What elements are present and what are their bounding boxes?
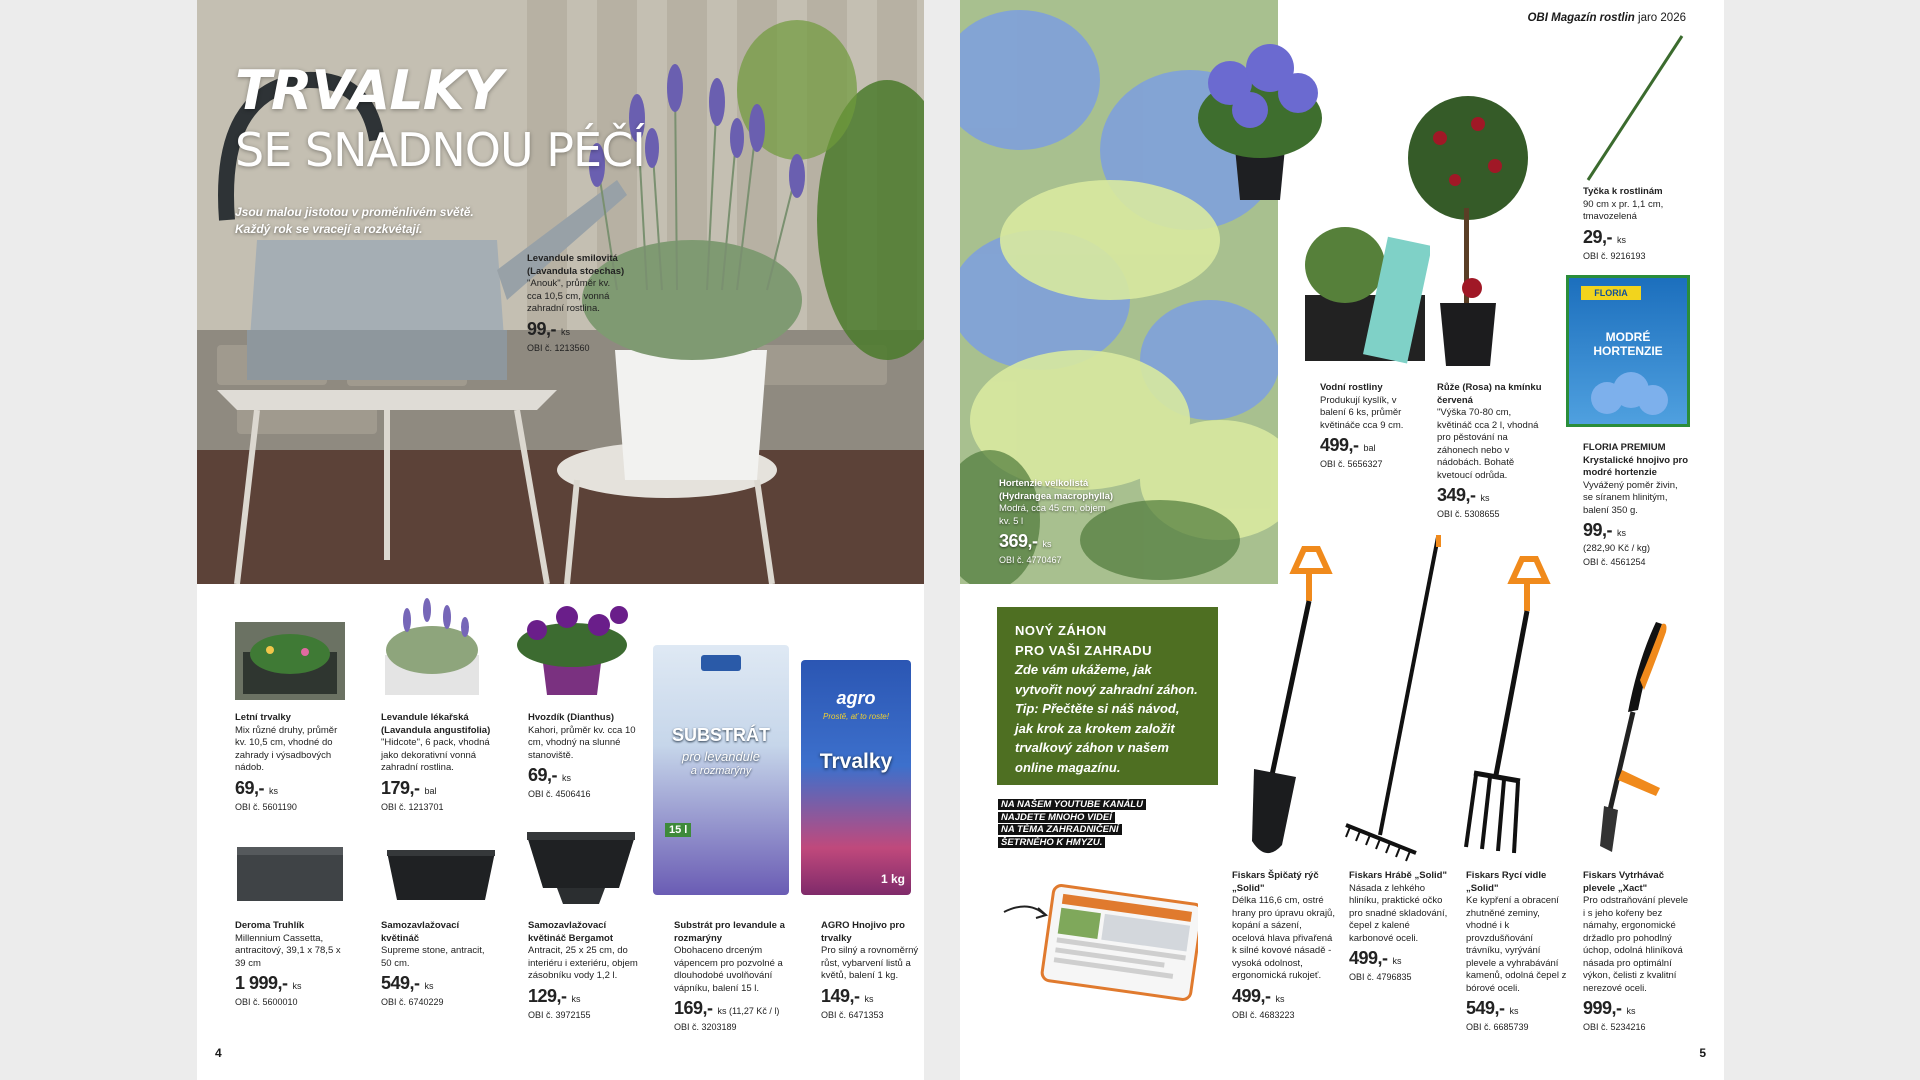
magazine-masthead: OBI Magazín rostlin jaro 2026: [1527, 12, 1686, 24]
hero-photo-lavender: [197, 0, 924, 584]
product-desc: Pro odstraňování plevele i s jeho kořeny bez námahy, ergonomické držadlo pro pohodlný úchop, odolná hliníková násada pro optimální výkon, čelisti z kvalitní nerezové oceli.: [1583, 895, 1689, 994]
product-deroma-planter: [235, 920, 345, 1009]
substrate-bag-title: SUBSTRÁT: [672, 725, 770, 745]
product-code: OBI č. 4506416: [528, 789, 591, 799]
product-code: OBI č. 3972155: [528, 1009, 591, 1020]
product-agro-fertilizer: [821, 920, 921, 1021]
hero-lead: [235, 204, 495, 238]
hero-product-lavender: [527, 253, 627, 354]
fiskars-rake-image: [1340, 535, 1460, 870]
substrate-bag-volume: 15 l: [665, 823, 691, 837]
product-desc: Délka 116,6 cm, ostré hrany pro úpravu okrajů, kopání a sázení, ocelová hlava přivařená k silné kovové násadě - vysoká odolnost, ergonomická rukojeť.: [1232, 895, 1335, 981]
summer-perennials-image: [235, 622, 345, 700]
agro-main-label: Trvalky: [819, 750, 893, 773]
product-price: 99,- ks: [1583, 520, 1627, 540]
product-price: 69,- ks: [528, 765, 572, 785]
product-desc: "Anouk", průměr kv. cca 10,5 cm, vonná zahradní rostlina.: [527, 278, 611, 314]
promo-heading-2: PRO VAŠI ZAHRADU: [1015, 642, 1153, 658]
product-name: Fiskars Špičatý rýč „Solid": [1232, 870, 1319, 894]
product-floria-fertilizer: [1583, 442, 1689, 568]
product-lavender-angustifolia: [381, 712, 493, 813]
product-code: OBI č. 6685739: [1466, 1022, 1529, 1032]
product-desc: Modrá, cca 45 cm, objem kv. 5 l: [999, 503, 1106, 527]
product-price: 349,- ks: [1437, 485, 1490, 505]
youtube-note-line: NAJDETE MNOHO VIDEÍ: [998, 812, 1115, 823]
product-price: 169,- ks (11,27 Kč / l): [674, 998, 780, 1018]
product-name: Hortenzie velkolistá (Hydrangea macrophylla): [999, 478, 1114, 502]
dianthus-image: [507, 595, 642, 700]
product-standard-rose: [1437, 382, 1543, 521]
product-name: Hvozdík (Dianthus): [528, 712, 615, 723]
product-name: Levandule smilovitá (Lavandula stoechas): [527, 253, 625, 277]
product-price: 29,- ks: [1583, 226, 1627, 247]
fiskars-spade-image: [1232, 545, 1352, 855]
product-desc: "Hidcote", 6 pack, vhodná jako dekorativní vonná zahradní rostlina.: [381, 737, 490, 773]
product-code: OBI č. 1213560: [527, 342, 590, 353]
page-number-left: 4: [215, 1046, 222, 1060]
product-name: Vodní rostliny: [1320, 382, 1383, 393]
hero-lead-line2: Každý rok se vracejí a rozkvétají.: [235, 222, 423, 236]
floria-line1: MODRÉ: [1605, 330, 1651, 344]
product-name: Fiskars Hrábě „Solid": [1349, 870, 1447, 881]
deroma-planter-image: [235, 843, 345, 905]
product-name: Substrát pro levandule a rozmarýny: [674, 920, 785, 944]
product-self-watering-pot: [381, 920, 493, 1009]
floria-line2: HORTENZIE: [1593, 344, 1663, 358]
product-price: 129,- ks: [528, 985, 581, 1006]
product-code: OBI č. 4683223: [1232, 1009, 1295, 1020]
product-hydrangea: [999, 478, 1119, 567]
agro-tagline: Prostě, ať to roste!: [823, 712, 889, 721]
self-watering-pot-image: [387, 848, 495, 903]
product-desc: Vyvážený poměr živin, se síranem hlinitým, balení 350 g.: [1583, 479, 1678, 516]
promo-body: Zde vám ukážeme, jak vytvořit nový zahradní záhon. Tip: Přečtěte si náš návod, jak krok za krokem založit trvalkový záhon v našem online magazínu.: [1015, 662, 1198, 775]
substrate-bag-line3: a rozmarýny: [690, 765, 752, 777]
floria-hydrangea-icon: [1587, 368, 1671, 422]
product-desc: Násada z lehkého hliníku, praktické očko pro snadné skladování, čepel z kalené karbonové oceli.: [1349, 882, 1448, 944]
page-number-right: 5: [1699, 1046, 1706, 1060]
product-name: Fiskars Vytrhávač plevele „Xact": [1583, 870, 1664, 894]
product-name: Levandule lékařská (Lavandula angustifolia): [381, 712, 491, 736]
tablet-magazine-image[interactable]: [998, 880, 1198, 1015]
agro-weight: 1 kg: [880, 872, 905, 886]
floria-brand: FLORIA: [1581, 286, 1641, 300]
product-price: 999,- ks: [1583, 998, 1636, 1018]
product-desc: Kahori, průměr kv. cca 10 cm, vhodný na slunné stanoviště.: [528, 724, 636, 761]
youtube-note-line: NA NAŠEM YOUTUBE KANÁLU: [998, 799, 1146, 810]
product-price: 99,- ks: [527, 318, 571, 339]
hero-title: TRVALKY: [235, 59, 502, 122]
product-price: 499,- ks: [1232, 985, 1285, 1006]
youtube-note: [998, 799, 1168, 849]
product-fiskars-rake: [1349, 870, 1453, 984]
product-name: Tyčka k rostlinám: [1583, 186, 1663, 197]
product-code: OBI č. 5234216: [1583, 1022, 1646, 1032]
product-substrate: [674, 920, 792, 1034]
product-code: OBI č. 5601190: [235, 801, 297, 812]
product-desc: 90 cm x pr. 1,1 cm, tmavozelená: [1583, 198, 1664, 222]
agro-logo: agro: [836, 688, 876, 708]
product-desc: Millennium Cassetta, antracitový, 39,1 x 78,5 x 39 cm: [235, 932, 341, 969]
product-code: OBI č. 9216193: [1583, 250, 1646, 261]
product-desc: Obohaceno drceným vápencem pro pozvolné a dlouhodobé uvolňování vápníku, balení 15 l.: [674, 945, 783, 994]
bergamot-pot-image: [527, 828, 635, 906]
floria-fertilizer-box: [1566, 275, 1690, 427]
youtube-note-line: NA TÉMA ZAHRADNIČENÍ: [998, 824, 1122, 835]
product-price: 179,- bal: [381, 777, 437, 798]
product-code: OBI č. 1213701: [381, 801, 444, 812]
product-price: 499,- ks: [1349, 948, 1402, 968]
product-fiskars-weeder: [1583, 870, 1689, 1034]
bag-dots-icon: [701, 655, 741, 671]
substrate-bag: [653, 645, 789, 895]
product-dianthus: [528, 712, 638, 801]
product-price: 549,- ks: [1466, 998, 1519, 1018]
product-desc: Supreme stone, antracit, 50 cm.: [381, 945, 485, 969]
product-desc: Pro silný a rovnoměrný růst, vybarvení listů a květů, balení 1 kg.: [821, 945, 919, 981]
product-summer-perennials: [235, 712, 345, 813]
product-desc: Mix různé druhy, průměr kv. 10,5 cm, vhodné do zahrady i výsadbových nádob.: [235, 724, 338, 773]
product-price: 1 999,- ks: [235, 973, 302, 993]
product-name: Samozavlažovací květináč Bergamot: [528, 920, 614, 944]
product-water-plants: [1320, 382, 1424, 471]
potted-hydrangea-image: [1190, 38, 1330, 203]
product-price: 69,- ks: [235, 777, 279, 798]
lavender-6pack-image: [377, 595, 487, 700]
fiskars-weeder-image: [1578, 620, 1688, 855]
product-plant-stake: [1583, 186, 1683, 262]
product-fiskars-fork: [1466, 870, 1570, 1034]
product-price: 549,- ks: [381, 973, 434, 993]
standard-rose-image: [1400, 88, 1535, 368]
new-bed-promo-box: [997, 607, 1218, 785]
product-desc: Produkují kyslík, v balení 6 ks, průměr květináče cca 9 cm.: [1320, 394, 1404, 431]
substrate-bag-line2: pro levandule: [681, 749, 761, 764]
product-code: OBI č. 5656327: [1320, 459, 1383, 469]
product-bergamot-pot: [528, 920, 640, 1021]
product-price: 499,- bal: [1320, 435, 1376, 455]
product-name: AGRO Hnojivo pro trvalky: [821, 920, 905, 944]
hero-subtitle: SE SNADNOU PÉČÍ: [235, 123, 645, 177]
product-name: FLORIA PREMIUM Krystalické hnojivo pro modré hortenzie: [1583, 442, 1689, 478]
left-page: [197, 0, 924, 1080]
promo-heading-1: NOVÝ ZÁHON: [1015, 623, 1107, 638]
product-code: OBI č. 3203189: [674, 1022, 737, 1032]
product-desc: Ke kypření a obracení zhutněné zeminy, vhodné i k provzdušňování trávníku, vyrývání plevele a vyhrabávání kamenů, odolná čepel z bórové oceli.: [1466, 895, 1567, 994]
product-name: Deroma Truhlík: [235, 920, 305, 931]
product-code: OBI č. 4770467: [999, 555, 1062, 565]
product-fiskars-spade: [1232, 870, 1336, 1021]
product-desc: Antracit, 25 x 25 cm, do interiéru i exteriéru, objem zásobníku vody 1,2 l.: [528, 945, 638, 981]
product-code: OBI č. 5308655: [1437, 509, 1500, 519]
product-desc: "Výška 70-80 cm, květináč cca 2 l, vhodná pro pěstování na záhonech nebo v nádobách. Bohatě kvetoucí odrůda.: [1437, 407, 1539, 481]
product-code: OBI č. 4561254: [1583, 556, 1646, 567]
right-page: [960, 0, 1724, 1080]
product-name: Růže (Rosa) na kmínku červená: [1437, 382, 1542, 406]
fiskars-fork-image: [1450, 555, 1560, 855]
product-code: OBI č. 6740229: [381, 997, 444, 1007]
product-price: 369,- ks: [999, 531, 1052, 551]
youtube-note-line: ŠETRNÉHO K HMYZU.: [998, 837, 1105, 848]
agro-fertilizer-bag: [801, 660, 911, 895]
hero-lead-line1: Jsou malou jistotou v proměnlivém světě.: [235, 205, 474, 219]
product-code: OBI č. 6471353: [821, 1009, 884, 1020]
plant-stake-image: [1580, 30, 1690, 185]
product-name: Letní trvalky: [235, 712, 291, 723]
product-unit-price: (282,90 Kč / kg): [1583, 543, 1651, 554]
product-code: OBI č. 5600010: [235, 997, 298, 1007]
product-code: OBI č. 4796835: [1349, 972, 1412, 982]
product-price: 149,- ks: [821, 985, 874, 1006]
product-name: Fiskars Rycí vidle „Solid": [1466, 870, 1547, 894]
product-name: Samozavlažovací květináč: [381, 920, 460, 944]
